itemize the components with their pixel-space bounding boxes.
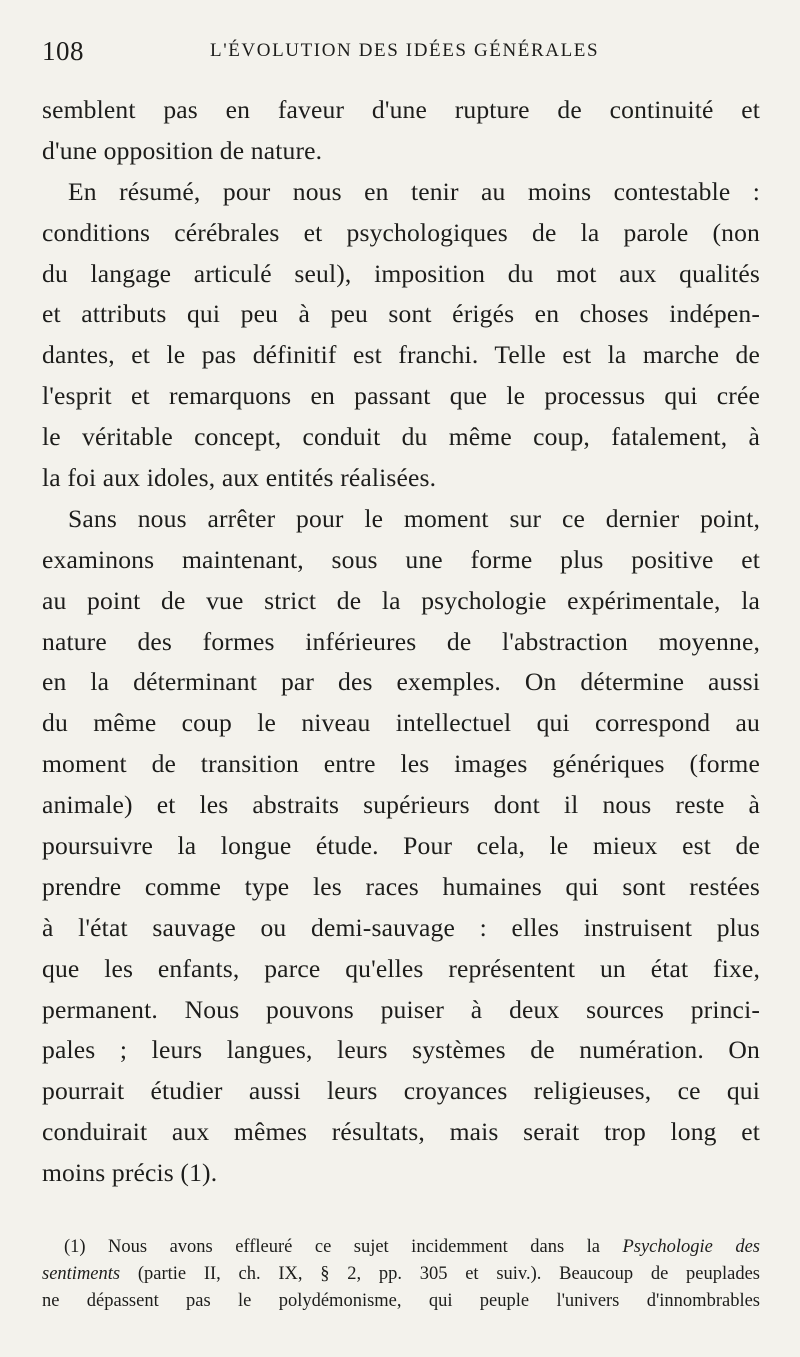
page-header <box>42 36 760 72</box>
text-line: du même coup le niveau intellectuel qui correspond au <box>42 708 760 738</box>
text-line: pourrait étudier aussi leurs croyances religieuses, ce qui <box>42 1076 760 1106</box>
text-line: poursuivre la longue étude. Pour cela, le mieux est de <box>42 831 760 861</box>
text-line: d'une opposition de nature. <box>42 135 323 165</box>
text-line: permanent. Nous pouvons puiser à deux sources princi- <box>42 994 760 1024</box>
footnote <box>42 1234 760 1315</box>
text-line: le véritable concept, conduit du même coup, fatalement, à <box>42 422 760 452</box>
text-line: en la déterminant par des exemples. On détermine aussi <box>42 667 760 697</box>
text-line: la foi aux idoles, aux entités réalisées. <box>42 463 437 493</box>
text-line: moment de transition entre les images génériques (forme <box>42 749 760 779</box>
text-line: examinons maintenant, sous une forme plus positive et <box>42 544 760 574</box>
paragraph-first-line: En résumé, pour nous en tenir au moins contestable : <box>68 176 760 206</box>
paragraph-first-line: Sans nous arrêter pour le moment sur ce dernier point, <box>68 503 760 533</box>
text-line: moins précis (1). <box>42 1158 218 1188</box>
footnote-italic-title: sentiments <box>42 1264 121 1284</box>
text-line: et attributs qui peu à peu sont érigés en choses indépen- <box>42 299 760 329</box>
footnote-text: (partie II, ch. IX, § 2, pp. 305 et suiv.). Beaucoup de peuplades <box>120 1264 760 1284</box>
text-line: l'esprit et remarquons en passant que le processus qui crée <box>42 381 760 411</box>
text-line: prendre comme type les races humaines qui sont restées <box>42 871 760 901</box>
footnote-italic-title: Psychologie des <box>622 1237 761 1257</box>
footnote-line <box>42 1261 760 1288</box>
footnote-line <box>42 1234 760 1261</box>
text-line: nature des formes inférieures de l'abstraction moyenne, <box>42 626 760 656</box>
text-line: pales ; leurs langues, leurs systèmes de numération. On <box>42 1035 760 1065</box>
text-line: semblent pas en faveur d'une rupture de continuité et <box>42 95 760 124</box>
text-line: au point de vue strict de la psychologie expérimentale, la <box>42 585 760 615</box>
text-line: du langage articulé seul), imposition du mot aux qualités <box>42 258 760 288</box>
text-line: dantes, et le pas définitif est franchi. Telle est la marche de <box>42 340 760 370</box>
text-line: animale) et les abstraits supérieurs dont il nous reste à <box>42 790 760 820</box>
text-line: à l'état sauvage ou demi-sauvage : elles instruisent plus <box>42 912 760 942</box>
page-number: 108 <box>42 36 84 66</box>
footnote-text: (1) Nous avons effleuré ce sujet incidemment dans la <box>64 1237 623 1257</box>
text-line: que les enfants, parce qu'elles représentent un état fixe, <box>42 953 760 983</box>
running-title: L'ÉVOLUTION DES IDÉES GÉNÉRALES <box>210 40 600 61</box>
body-text <box>42 90 760 1194</box>
footnote-line: ne dépassent pas le polydémonisme, qui peuple l'univers d'innombrables <box>42 1291 760 1311</box>
text-line: conditions cérébrales et psychologiques de la parole (non <box>42 217 760 247</box>
text-line: conduirait aux mêmes résultats, mais serait trop long et <box>42 1117 760 1147</box>
